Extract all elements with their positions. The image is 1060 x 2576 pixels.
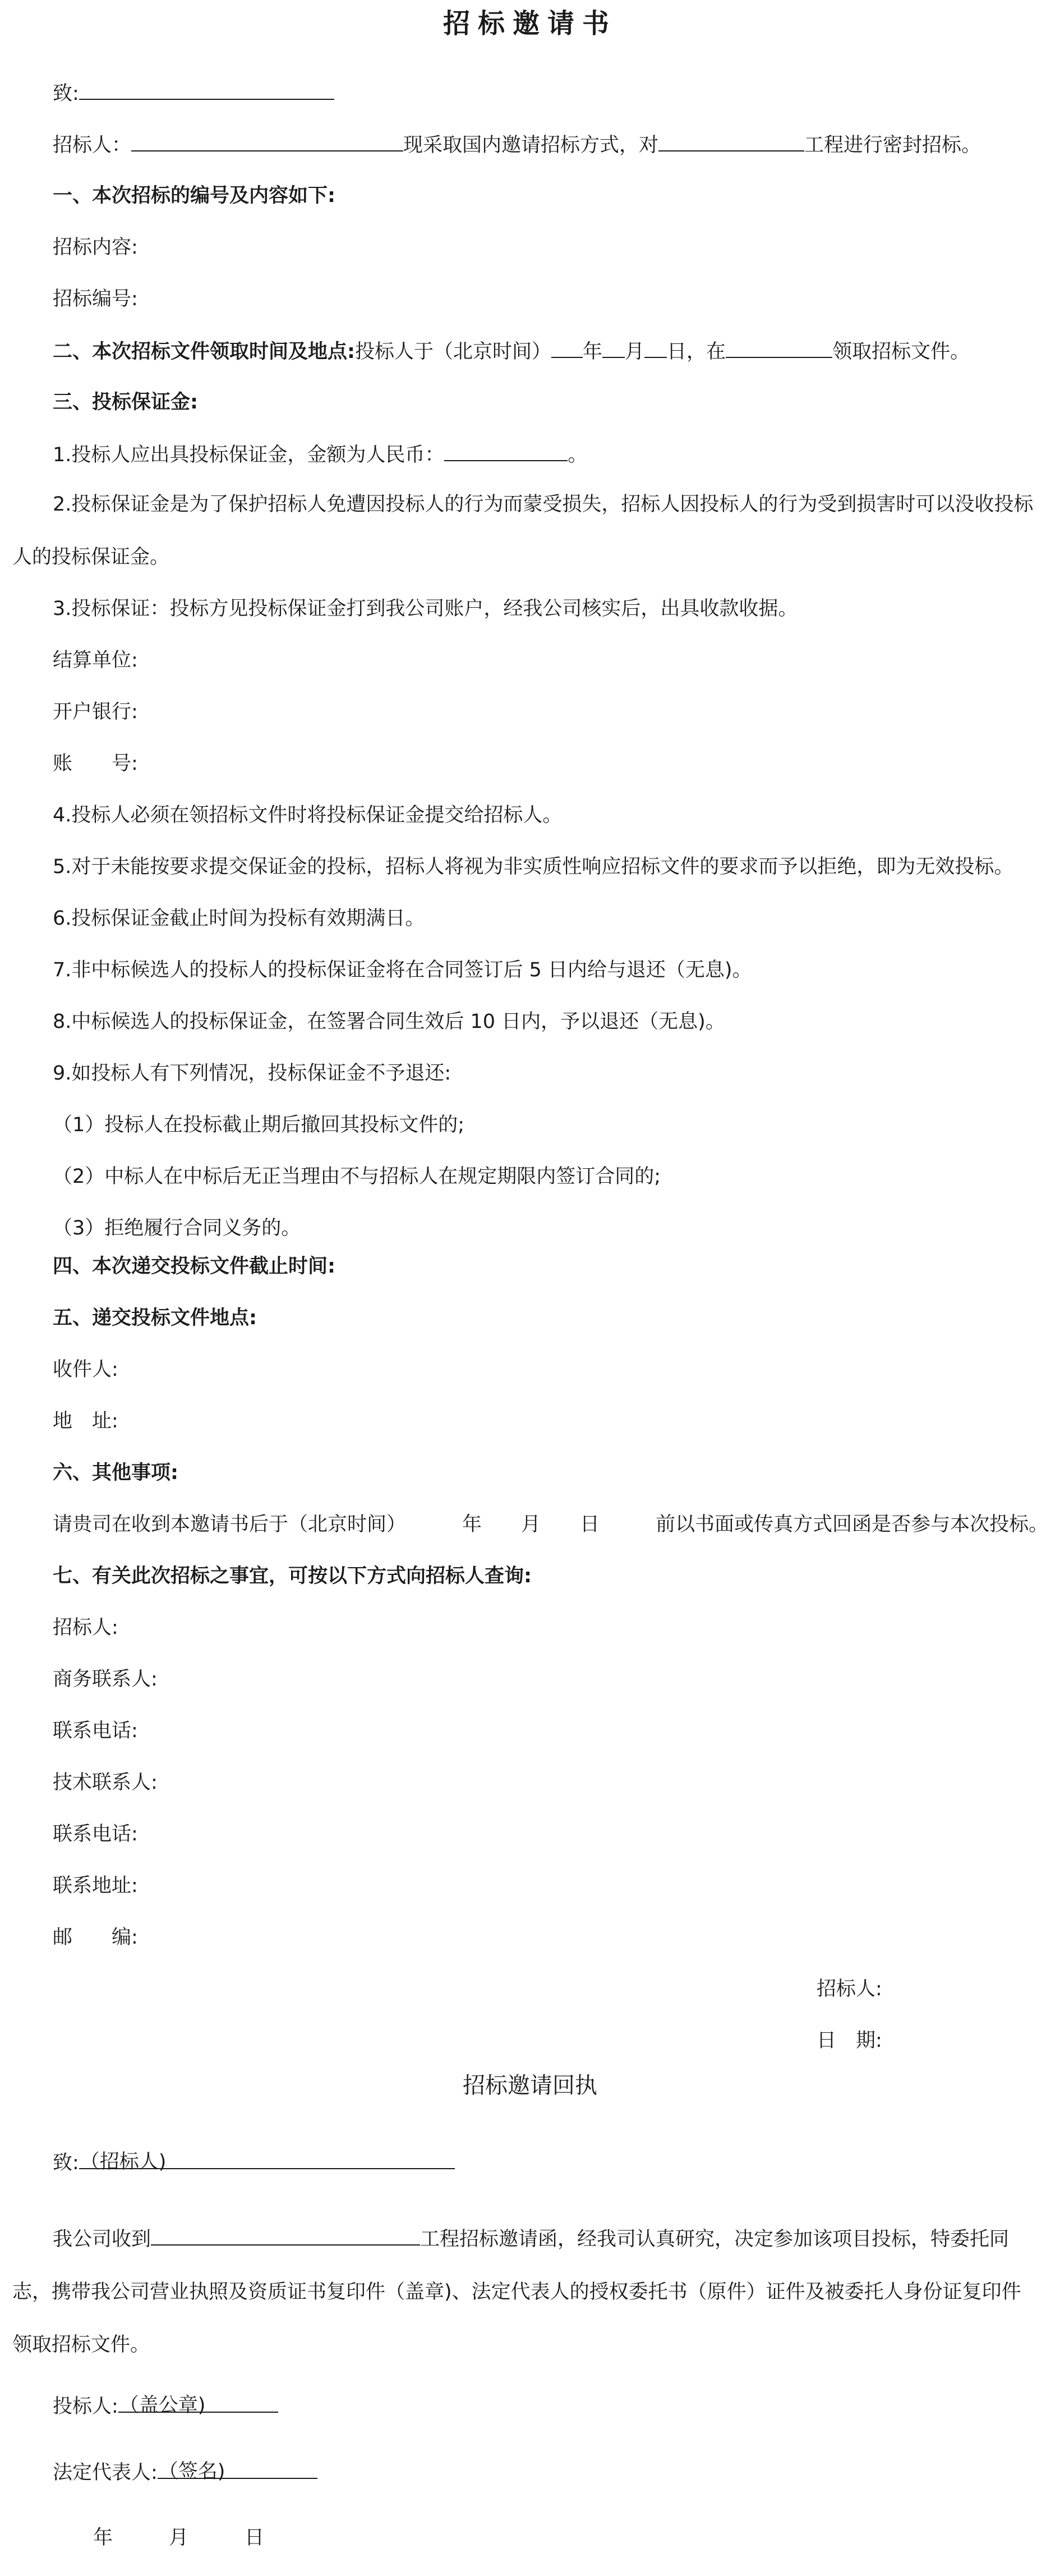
reply-deadline-line [53,1510,1049,1539]
phone-2-label: 联系电话: [53,1823,138,1845]
section-7-heading: 七、有关此次招标之事宜，可按以下方式向招标人查询: [53,1565,532,1587]
deposit-item-8: 8.中标候选人的投标保证金，在签署合同生效后 10 日内，予以退还（无息)。 [53,1011,725,1033]
section-2-end: 领取招标文件。 [832,341,970,363]
bidder-seal-blank[interactable] [118,2391,278,2417]
year-unit: 年 [583,341,603,363]
deposit-item-3: 3.投标保证：投标方见投标保证金打到我公司账户，经我公司核实后，出具收款收据。 [53,598,798,620]
receipt-day: 日 [245,2527,265,2549]
year-blank[interactable] [551,337,583,358]
section-3-heading: 三、投标保证金: [53,391,198,414]
intro-suffix: 工程进行密封招标。 [804,134,981,157]
deposit-item-1-end: 。 [568,444,588,466]
address-label: 地 址: [53,1410,118,1432]
location-blank[interactable] [726,337,832,358]
receipt-to-label: 致: [53,2152,79,2174]
receiver-label: 收件人: [53,1358,118,1381]
contact-address-label: 联系地址: [53,1875,138,1897]
to-line [53,79,1038,108]
receipt-date-line [93,2524,1038,2552]
receipt-to-value: （招标人) [80,2151,167,2173]
bank-label: 开户银行: [53,701,138,723]
legal-rep-sign-value: （签名) [158,2460,225,2483]
deposit-item-4: 4.投标人必须在领招标文件时将投标保证金提交给招标人。 [53,804,563,826]
deposit-item-2: 2.投标保证金是为了保护招标人免遭因投标人的行为而蒙受损失，招标人因投标人的行为受到损害时可以没收投标人的投标保证金。 [12,493,1034,568]
forfeit-case-1: （1）投标人在投标截止期后撤回其投标文件的; [53,1114,465,1136]
month-unit: 月 [625,341,645,363]
to-label: 致: [53,82,79,105]
legal-rep-line [53,2458,1038,2487]
day-unit: 日，在 [667,341,726,363]
receipt-to-line [53,2148,1038,2177]
deposit-item-7: 7.非中标候选人的投标人的投标保证金将在合同签订后 5 日内给与退还（无息)。 [53,959,752,981]
legal-rep-sign-blank[interactable] [158,2458,317,2483]
day-blank[interactable] [644,337,667,358]
contact-tenderer-label: 招标人: [53,1617,118,1639]
receipt-body-text: 工程招标邀请函，经我司认真研究，决定参加该项目投标，特委托同志，携带我公司营业执照及资质证书复印件（盖章)、法定代表人的授权委托书（原件）证件及被委托人身份证复印件领取招标文件。 [12,2228,1021,2356]
reply-text-2: 前以书面或传真方式回函是否参与本次投标。 [656,1513,1049,1536]
receipt-body-prefix: 我公司收到 [53,2228,151,2251]
section-6-heading: 六、其他事项: [53,1462,178,1484]
intro-mid: 现采取国内邀请招标方式，对 [403,134,659,157]
sign-tenderer-label: 招标人: [817,1978,882,2000]
settle-unit-label: 结算单位: [53,649,138,672]
bidder-seal-value: （盖公章) [119,2394,206,2417]
deposit-item-1 [53,440,1038,469]
section-2-line [53,337,1038,366]
bidder-line [53,2391,1038,2421]
forfeit-case-3: （3）拒绝履行合同义务的。 [53,1217,301,1239]
deposit-item-1-text: 1.投标人应出具投标保证金，金额为人民币： [53,444,445,466]
section-1-heading: 一、本次招标的编号及内容如下: [53,185,335,207]
receipt-to-blank[interactable] [79,2148,455,2173]
forfeit-case-2: （2）中标人在中标后无正当理由不与招标人在规定期限内签订合同的; [53,1165,661,1188]
receipt-body [12,2213,1038,2371]
receipt-title: 招标邀请回执 [463,2073,597,2099]
legal-rep-label: 法定代表人: [53,2462,158,2484]
reply-year: 年 [462,1513,482,1536]
section-4-heading: 四、本次递交投标文件截止时间: [53,1255,335,1278]
tender-number-label: 招标编号: [53,288,138,310]
biz-contact-label: 商务联系人: [53,1668,158,1691]
reply-text-1: 请贵司在收到本邀请书后于（北京时间） [53,1513,407,1536]
intro-prefix: 招标人： [53,134,132,157]
account-label: 账 号: [53,752,138,775]
sign-date-label: 日 期: [817,2029,882,2052]
deposit-item-6: 6.投标保证金截止时间为投标有效期满日。 [53,907,425,930]
tech-contact-label: 技术联系人: [53,1771,158,1794]
phone-1-label: 联系电话: [53,1720,138,1742]
intro-line [53,130,1038,159]
section-2-heading: 二、本次招标文件领取时间及地点: [53,341,355,363]
deposit-item-5: 5.对于未能按要求提交保证金的投标，招标人将视为非实质性响应招标文件的要求而予以拒绝，即为无效投标。 [53,856,1014,878]
month-blank[interactable] [602,337,625,358]
deposit-item-9: 9.如投标人有下列情况，投标保证金不予退还: [53,1062,451,1085]
bidder-label: 投标人: [53,2395,118,2418]
reply-day: 日 [580,1513,600,1536]
reply-month: 月 [521,1513,541,1536]
receipt-year: 年 [93,2527,113,2549]
section-2-text: 投标人于（北京时间） [355,341,552,363]
to-blank[interactable] [79,79,334,100]
tender-content-label: 招标内容: [53,236,138,259]
section-5-heading: 五、递交投标文件地点: [53,1307,257,1329]
project-blank[interactable] [658,130,804,151]
receipt-month: 月 [169,2527,189,2549]
postcode-label: 邮 编: [53,1926,138,1949]
document-title: 招标邀请书 [443,8,617,39]
deposit-amount-blank[interactable] [444,440,568,461]
receipt-project-blank[interactable] [151,2224,420,2246]
tenderer-blank[interactable] [131,130,403,151]
